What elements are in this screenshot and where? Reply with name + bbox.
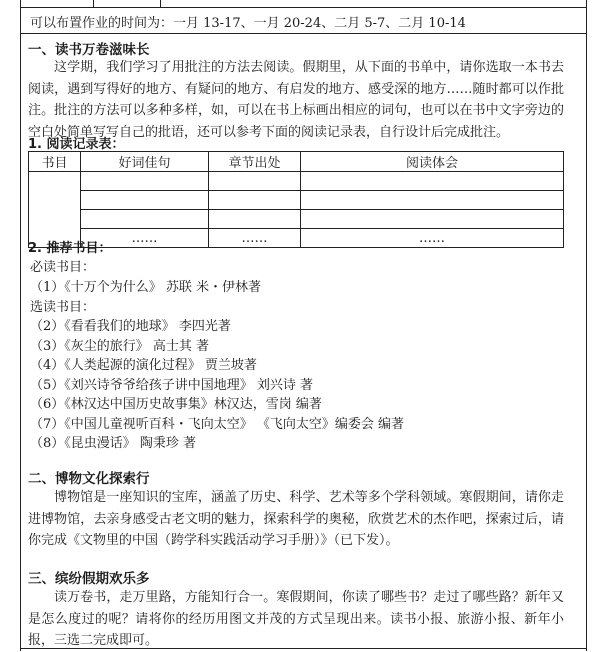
- header-chapter: 章节出处: [209, 152, 301, 172]
- section1-title: 一、读书万卷滋味长: [28, 42, 150, 58]
- table-row: [29, 210, 564, 229]
- section2-title: 二、博物文化探索行: [28, 471, 150, 487]
- book-item: （3）《灰尘的旅行》 高士其 著: [30, 339, 210, 354]
- table-cell: [301, 191, 564, 210]
- ellipsis-cell: ……: [209, 229, 301, 248]
- divider: [20, 33, 587, 34]
- top-table-row: [20, 0, 587, 8]
- ellipsis-cell: ……: [301, 229, 564, 248]
- table-row: [29, 172, 564, 191]
- section2-paragraph: 博物馆是一座知识的宝库，涵盖了历史、科学、艺术等多个学科领域。寒假期间，请你走进博物馆，去亲身感受古老文明的魅力，探索科学的奥秘，欣赏艺术的杰作吧，探索过后，请你完成《文物里的中国（跨学科实践活动学习手册）》（已下发）。: [28, 490, 564, 548]
- homework-schedule: 可以布置作业的时间为：一月 13-17、一月 20-24、二月 5-7、二月 10-14: [30, 16, 466, 31]
- book-item: （8）《昆虫漫话》 陶秉珍 著: [30, 436, 197, 451]
- table-cell: [209, 172, 301, 191]
- optional-label: 选读书目：: [30, 300, 96, 315]
- table-header-row: [29, 152, 564, 172]
- section3-paragraph: 读万卷书，走万里路，方能知行合一。寒假期间，你读了哪些书？走过了哪些路？新年又是怎么度过的呢？请将你的经历用图文并茂的方式呈现出来。读书小报、旅游小报、新年小报，三选二完成即可。: [28, 590, 564, 648]
- required-label: 必读书目：: [30, 260, 96, 275]
- section3-title: 三、缤纷假期欢乐多: [28, 571, 150, 587]
- book-item: （2）《看看我们的地球》 李四光著: [30, 319, 231, 334]
- table-cell: [301, 210, 564, 229]
- table-cell: [209, 210, 301, 229]
- reading-record-table: [28, 151, 564, 248]
- book-item: （1）《十万个为什么》 苏联 米・伊林著: [30, 280, 262, 295]
- book-item: （4）《人类起源的演化过程》 贾兰坡著: [30, 358, 257, 373]
- header-book: 书目: [29, 152, 81, 172]
- table-cell: [81, 191, 209, 210]
- table-cell: [81, 210, 209, 229]
- reading-record-title: 1. 阅读记录表：: [28, 137, 125, 152]
- header-reflection: 阅读体会: [301, 152, 564, 172]
- section1-paragraph: 这学期，我们学习了用批注的方法去阅读。假期里，从下面的书单中，请你选取一本书去阅读，遇到写得好的地方、有疑问的地方、有启发的地方、感受深的地方……随时都可以作批注。批注的方法可以多种多样，如，可以在书上标画出相应的词句，也可以在书中文字旁边的空白处简单写写自己的批语，还可以参考下面的阅读记录表，自行设计后完成批注。: [28, 60, 564, 140]
- recommended-books-title: 2. 推荐书目：: [28, 241, 112, 256]
- book-item: （5）《刘兴诗爷爷给孩子讲中国地理》 刘兴诗 著: [30, 378, 314, 393]
- table-row: [29, 191, 564, 210]
- table-cell: [81, 172, 209, 191]
- header-phrases: 好词佳句: [81, 152, 209, 172]
- book-item: （6）《林汉达中国历史故事集》林汉达，雪岗 编著: [30, 397, 322, 412]
- book-item: （7）《中国儿童视听百科・飞向太空》 《飞向太空》编委会 编著: [30, 417, 405, 432]
- ellipsis-cell: ……: [81, 229, 209, 248]
- table-cell: [301, 172, 564, 191]
- table-cell: [209, 191, 301, 210]
- bottom-border: [20, 648, 587, 649]
